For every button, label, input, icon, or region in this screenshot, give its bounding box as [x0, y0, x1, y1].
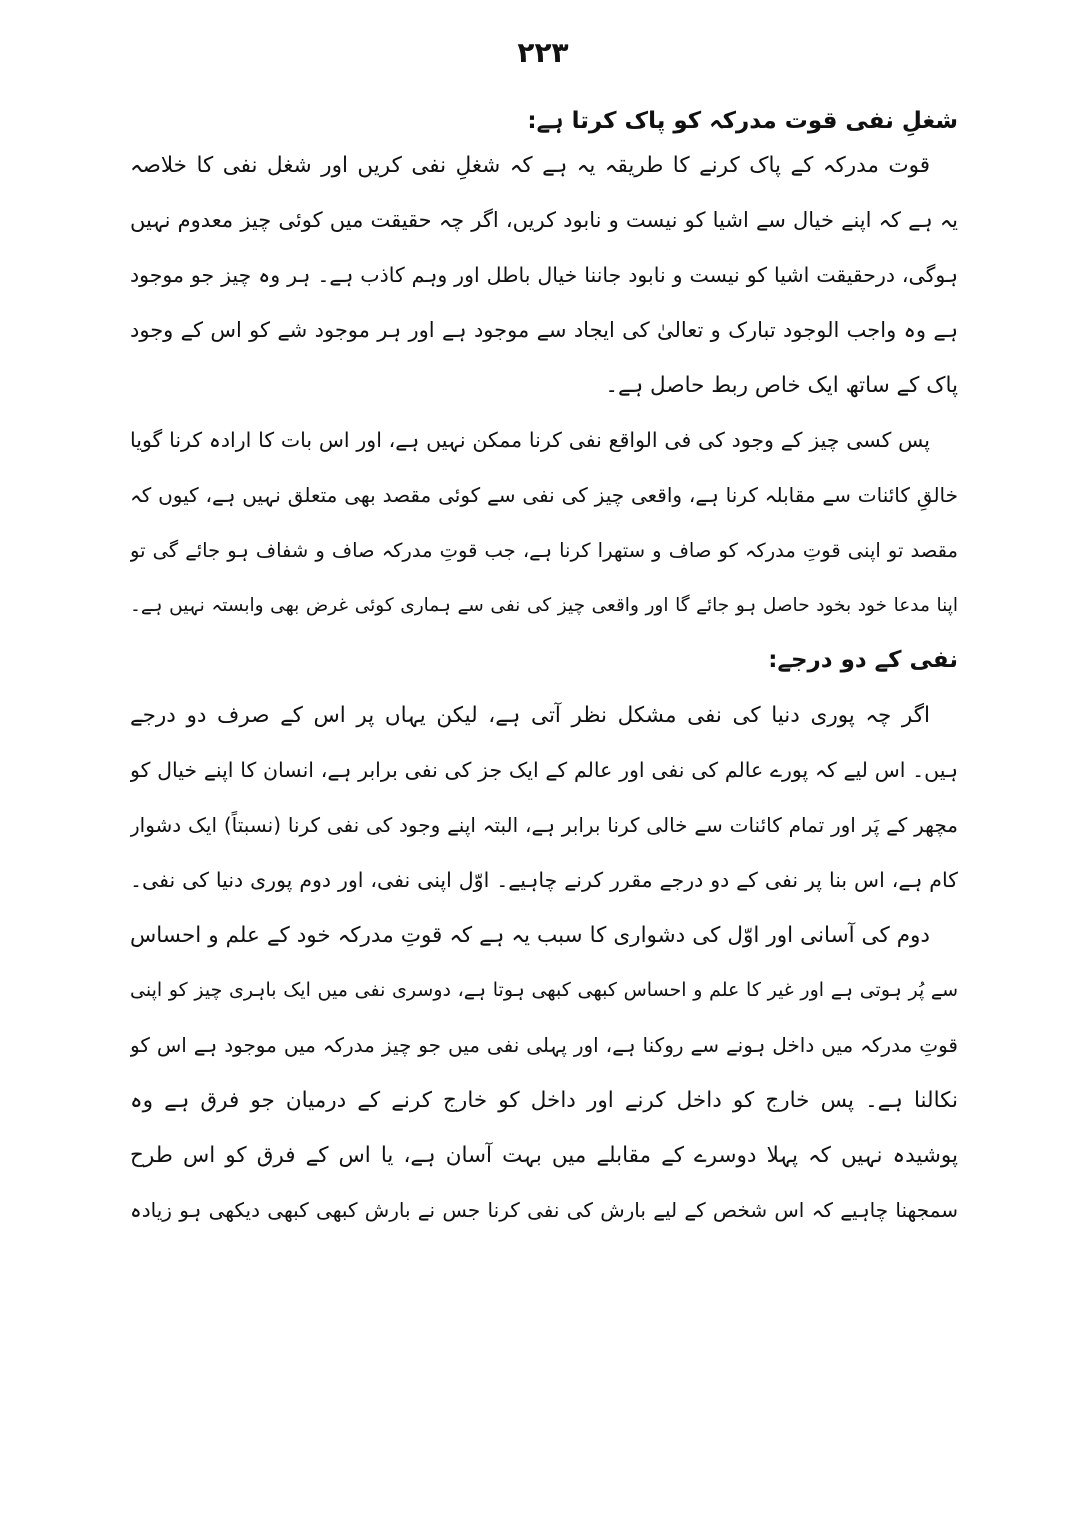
paragraph-line: قوت مدرکہ کے پاک کرنے کا طریقہ یہ ہے کہ شغلِ نفی کریں اور شغل نفی کا خلاصہ [130, 153, 930, 178]
paragraph-line: اپنا مدعا خود بخود حاصل ہو جائے گا اور واقعی چیز کی نفی سے ہماری کوئی غرض بھی وابستہ نہیں ہے۔ [130, 595, 958, 616]
paragraph-line: ہوگی، درحقیقت اشیا کو نیست و نابود جاننا خیال باطل اور وہم کاذب ہے۔ ہر وہ چیز جو موجود [130, 263, 958, 287]
text-body [130, 96, 958, 1238]
paragraph-line: سمجھنا چاہیے کہ اس شخص کے لیے بارش کی نفی کرنا جس نے بارش کبھی کبھی دیکھی ہو زیادہ [130, 1198, 958, 1222]
paragraph-line: ہے وہ واجب الوجود تبارک و تعالیٰ کی ایجاد سے موجود ہے اور ہر موجود شے کو اس کے وجود [130, 318, 958, 342]
paragraph-line: مقصد تو اپنی قوتِ مدرکہ کو صاف و ستھرا کرنا ہے، جب قوتِ مدرکہ صاف و شفاف ہو جائے گی تو [130, 539, 958, 562]
paragraph-line: پس کسی چیز کے وجود کی فی الواقع نفی کرنا ممکن نہیں ہے، اور اس بات کا ارادہ کرنا گویا [130, 428, 930, 452]
page-number: ۲۲۳ [517, 36, 569, 69]
paragraph-line: سے پُر ہوتی ہے اور غیر کا علم و احساس کبھی کبھی ہوتا ہے، دوسری نفی میں ایک باہری چیز کو اپنی [130, 979, 958, 1001]
section-heading-purification [130, 96, 958, 140]
paragraph-line: خالقِ کائنات سے مقابلہ کرنا ہے، واقعی چیز کی نفی سے کوئی مقصد بھی متعلق نہیں ہے، کیوں کہ [130, 483, 958, 507]
paragraph-line: نکالنا ہے۔ پس خارج کو داخل کرنے اور داخل کو خارج کرنے کے درمیان جو فرق ہے وہ [130, 1088, 958, 1113]
paragraph-line: ہیں۔ اس لیے کہ پورے عالم کی نفی اور عالم کے ایک جز کی نفی برابر ہے، انسان کا اپنے خیال کو [130, 758, 958, 782]
paragraph-line: قوتِ مدرکہ میں داخل ہونے سے روکنا ہے، اور پہلی نفی میں جو چیز مدرکہ میں موجود ہے اس کو [130, 1033, 958, 1057]
paragraph-line: کام ہے، اس بنا پر نفی کے دو درجے مقرر کرنے چاہیے۔ اوّل اپنی نفی، اور دوم پوری دنیا کی نفی۔ [130, 868, 958, 892]
paragraph-line: پوشیدہ نہیں کہ پہلا دوسرے کے مقابلے میں بہت آسان ہے، یا اس کے فرق کو اس طرح [130, 1143, 958, 1168]
heading-line: شغلِ نفی قوت مدرکہ کو پاک کرتا ہے: [527, 108, 958, 134]
paragraph-line: مچھر کے پَر اور تمام کائنات سے خالی کرنا برابر ہے، البتہ اپنے وجود کی نفی کرنا (نسبتاً) ایک دشوار [130, 813, 958, 837]
paragraph-line: پاک کے ساتھ ایک خاص ربط حاصل ہے۔ [605, 373, 958, 398]
paragraph-line: یہ ہے کہ اپنے خیال سے اشیا کو نیست و نابود کریں، اگر چہ حقیقت میں کوئی چیز معدوم نہیں [130, 208, 958, 232]
paragraph-line: دوم کی آسانی اور اوّل کی دشواری کا سبب یہ ہے کہ قوتِ مدرکہ خود کے علم و احساس [130, 923, 930, 948]
paragraph-line: اگر چہ پوری دنیا کی نفی مشکل نظر آتی ہے، لیکن یہاں پر اس کے صرف دو درجے [130, 703, 930, 728]
section-heading-two-degrees: نفی کے دو درجے: [768, 647, 958, 673]
